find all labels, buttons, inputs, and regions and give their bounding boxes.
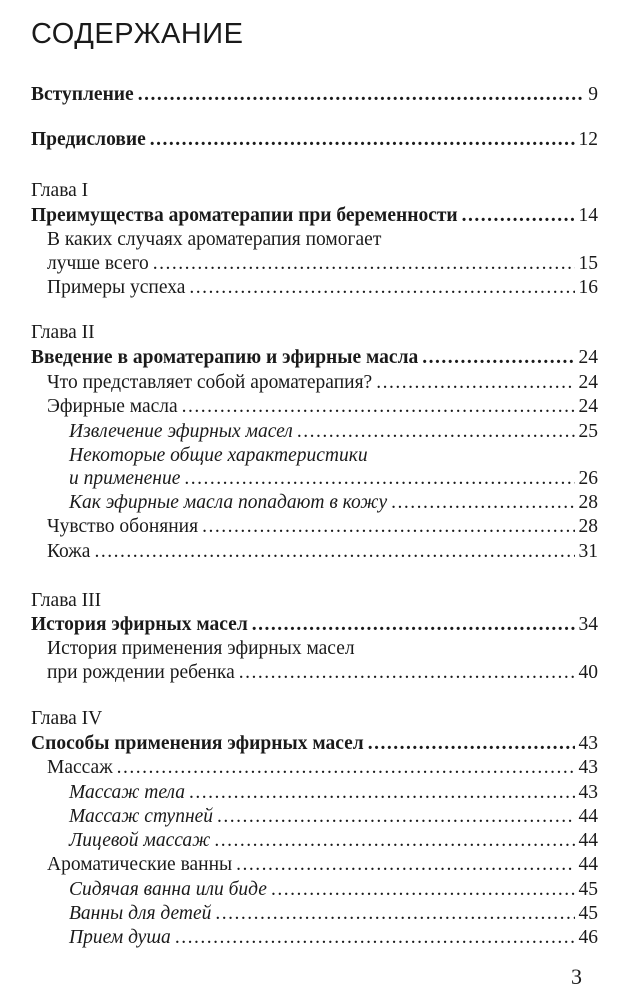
toc-page-number: 44: [578, 830, 598, 851]
toc-entry: [47, 393, 598, 421]
toc-page-number: 26: [578, 468, 598, 489]
toc-entry-text: Сидячая ванна или биде: [69, 879, 267, 900]
toc-page-number: 24: [578, 396, 598, 417]
toc-entry: [47, 274, 598, 302]
toc-entry: [47, 851, 598, 879]
toc-page-number: 15: [578, 253, 598, 274]
chapter-label: Глава I: [31, 180, 89, 201]
chapter-label: Глава IV: [31, 708, 103, 729]
toc-entry-text: при рождении ребенка: [47, 662, 235, 683]
dot-leader: [175, 924, 575, 952]
toc-page-number: 44: [578, 806, 598, 827]
toc-entry-text: Преимущества ароматерапии при беременности: [31, 205, 458, 226]
toc-entry-text: Примеры успеха: [47, 277, 186, 298]
toc-entry: [47, 538, 598, 566]
toc-entry-text: и применение: [69, 468, 181, 489]
toc-page-number: 28: [578, 492, 598, 513]
toc-entry-text: Кожа: [47, 541, 91, 562]
toc-entry-text: В каких случаях ароматерапия помогает: [47, 229, 382, 250]
dot-leader: [189, 274, 574, 302]
toc-page-number: 43: [578, 782, 598, 803]
toc-page-number: 9: [588, 84, 598, 105]
toc-entry-text: Эфирные масла: [47, 396, 178, 417]
toc-entry-text: Ароматические ванны: [47, 854, 233, 875]
dot-leader: [150, 126, 575, 154]
toc-page-number: 43: [578, 733, 598, 754]
toc-entry-text: Вступление: [31, 84, 134, 105]
toc-entry-preface: [31, 126, 598, 154]
toc-page-number: 46: [578, 927, 598, 948]
toc-entry-text: Лицевой массаж: [69, 830, 211, 851]
toc-page-number: 31: [578, 541, 598, 562]
toc-page-number: 25: [578, 421, 598, 442]
dot-leader: [202, 513, 574, 541]
dot-leader: [94, 538, 574, 566]
toc-entry-text: Как эфирные масла попадают в кожу: [69, 492, 388, 513]
dot-leader: [117, 754, 575, 782]
toc-page-number: 34: [578, 614, 598, 635]
toc-entry-intro: [31, 81, 598, 109]
toc-entry-text: Массаж ступней: [69, 806, 214, 827]
dot-leader: [236, 851, 574, 879]
toc-page-number: 28: [578, 516, 598, 537]
toc-page-number: 24: [578, 347, 598, 368]
toc-page-number: 45: [578, 903, 598, 924]
toc-page-number: 44: [578, 854, 598, 875]
toc-entry-text: лучше всего: [47, 253, 149, 274]
toc-page-number: 43: [578, 757, 598, 778]
toc-entry-text: Массаж: [47, 757, 113, 778]
toc-page-number: 14: [578, 205, 598, 226]
dot-leader: [239, 659, 575, 687]
toc-entry-text: Извлечение эфирных масел: [69, 421, 293, 442]
toc-entry-text: Что представляет собой ароматерапия?: [47, 372, 373, 393]
toc-entry-text: Некоторые общие характеристики: [69, 445, 368, 466]
toc-entry-text: Прием душа: [69, 927, 171, 948]
toc-entry-text: Предисловие: [31, 129, 146, 150]
toc-entry-text: История применения эфирных масел: [47, 638, 355, 659]
toc-entry-text: История эфирных масел: [31, 614, 248, 635]
chapter-label: Глава II: [31, 322, 95, 343]
chapter-label: Глава III: [31, 590, 102, 611]
toc-page-number: 45: [578, 879, 598, 900]
toc-entry: [47, 513, 598, 541]
toc-entry-text: Массаж тела: [69, 782, 186, 803]
page-title: СОДЕРЖАНИЕ: [31, 18, 244, 50]
toc-page-number: 16: [578, 277, 598, 298]
toc-entry-text: Способы применения эфирных масел: [31, 733, 364, 754]
toc-page-number: 40: [578, 662, 598, 683]
toc-entry-text: Чувство обоняния: [47, 516, 199, 537]
toc-entry-text: Введение в ароматерапию и эфирные масла: [31, 347, 419, 368]
toc-entry-text: Ванны для детей: [69, 903, 212, 924]
toc-page-number: 12: [578, 129, 598, 150]
toc-chapter-title: [31, 344, 598, 372]
toc-page-number: 24: [578, 372, 598, 393]
page-number: 3: [571, 964, 582, 989]
dot-leader: [182, 393, 575, 421]
toc-entry: [69, 924, 598, 952]
dot-leader: [422, 344, 574, 372]
toc-entry: [47, 754, 598, 782]
toc-entry: [47, 659, 598, 687]
dot-leader: [138, 81, 585, 109]
